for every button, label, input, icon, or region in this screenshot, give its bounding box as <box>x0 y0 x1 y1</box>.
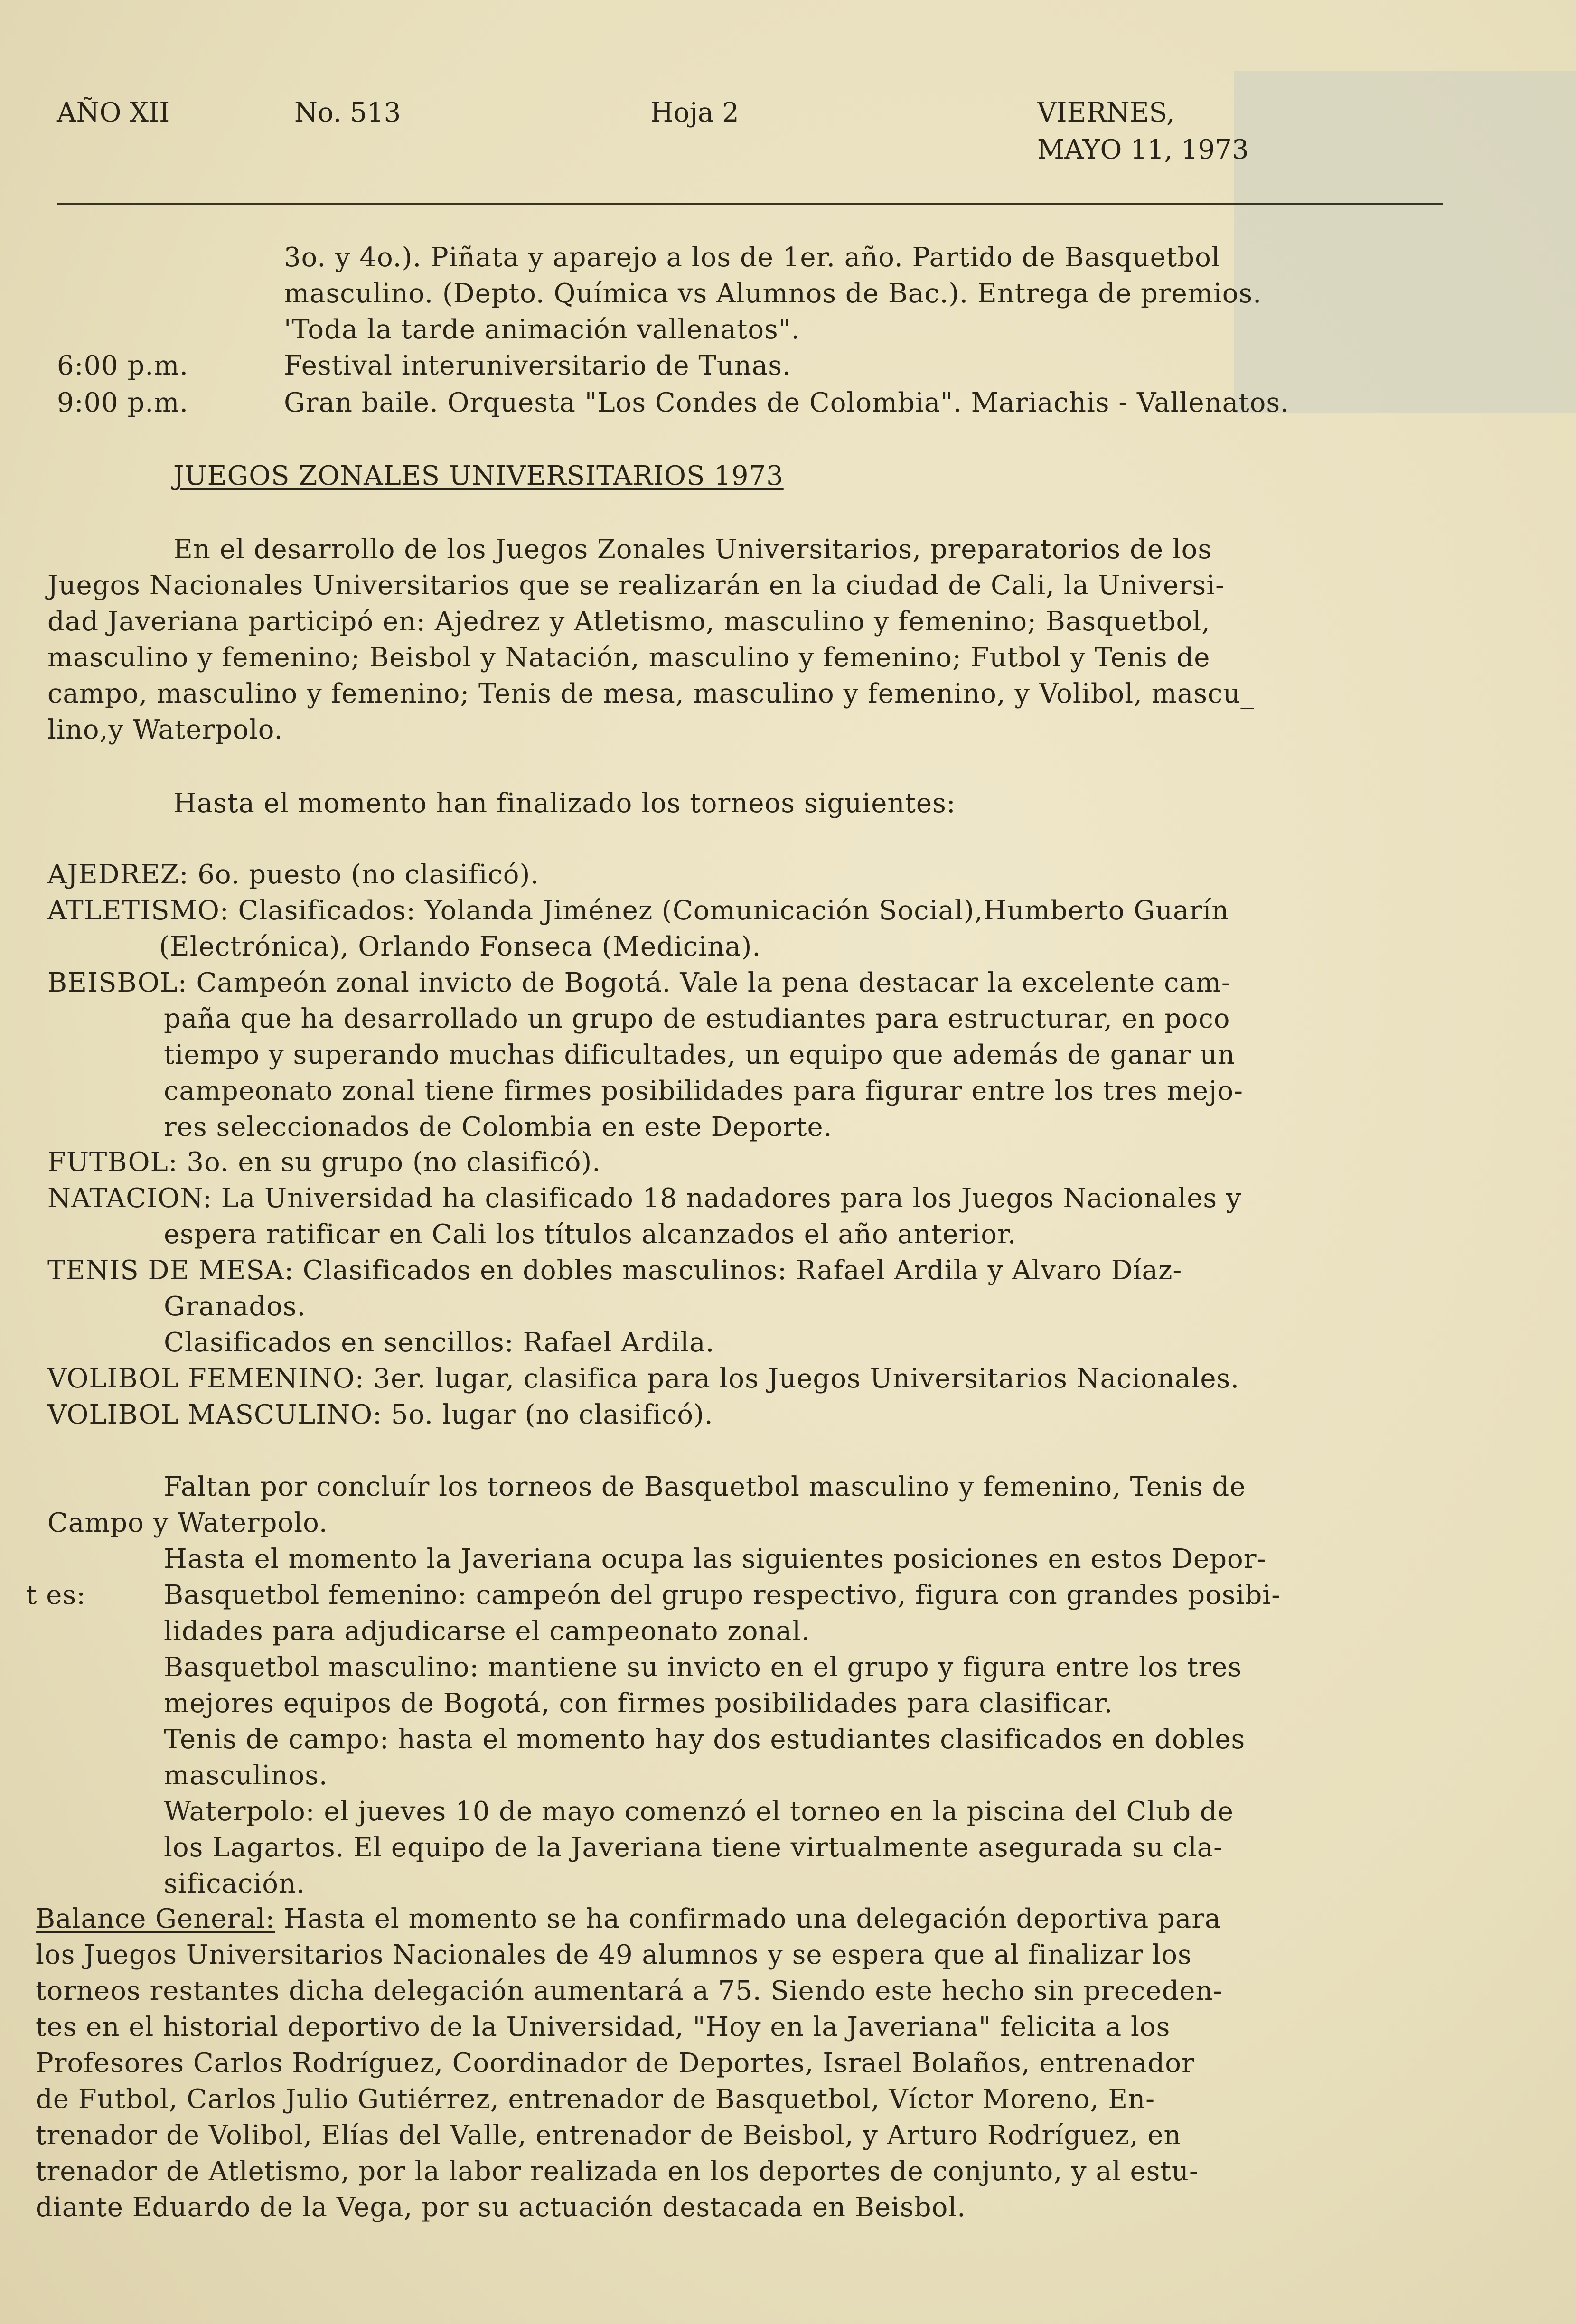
result-line: BEISBOL: Campeón zonal invicto de Bogotá. Vale la pena destacar la excelente cam- <box>47 967 1231 998</box>
balance-line: Hasta el momento se ha confirmado una delegación deportiva para <box>275 1903 1221 1934</box>
intro-line: dad Javeriana participó en: Ajedrez y Atletismo, masculino y femenino; Basquetbol, <box>47 606 1210 637</box>
program-line: Festival interuniversitario de Tunas. <box>284 350 791 381</box>
intro-line: Juegos Nacionales Universitarios que se realizarán en la ciudad de Cali, la Universi- <box>47 570 1225 601</box>
pending-line: mejores equipos de Bogotá, con firmes posibilidades para clasificar. <box>164 1688 1113 1719</box>
pending-line: t es: <box>26 1580 86 1611</box>
pending-line: masculinos. <box>164 1760 328 1791</box>
program-time: 6:00 p.m. <box>57 350 189 381</box>
pending-line: Faltan por concluír los torneos de Basquetbol masculino y femenino, Tenis de <box>164 1471 1246 1502</box>
issue-date: MAYO 11, 1973 <box>1037 134 1249 165</box>
pending-line: los Lagartos. El equipo de la Javeriana tiene virtualmente asegurada su cla- <box>164 1832 1223 1863</box>
intro-line: campo, masculino y femenino; Tenis de mesa, masculino y femenino, y Volibol, mascu_ <box>47 678 1255 709</box>
balance-line: de Futbol, Carlos Julio Gutiérrez, entrenador de Basquetbol, Víctor Moreno, En- <box>36 2084 1155 2115</box>
balance-line: los Juegos Universitarios Nacionales de 49 alumnos y se espera que al finalizar los <box>36 1940 1192 1970</box>
intro-line: En el desarrollo de los Juegos Zonales Universitarios, preparatorios de los <box>173 534 1212 565</box>
program-line: masculino. (Depto. Química vs Alumnos de Bac.). Entrega de premios. <box>284 278 1262 309</box>
result-line: campeonato zonal tiene firmes posibilidades para figurar entre los tres mejo- <box>164 1076 1243 1106</box>
result-line: FUTBOL: 3o. en su grupo (no clasificó). <box>47 1147 601 1178</box>
balance-line: diante Eduardo de la Vega, por su actuación destacada en Beisbol. <box>36 2192 966 2223</box>
balance-first-line <box>36 1901 1221 1937</box>
balance-line: Profesores Carlos Rodríguez, Coordinador de Deportes, Israel Bolaños, entrenador <box>36 2048 1195 2079</box>
program-time: 9:00 p.m. <box>57 387 189 418</box>
issue-number: No. 513 <box>294 97 401 128</box>
issue-year: AÑO XII <box>57 97 170 128</box>
program-line: 'Toda la tarde animación vallenatos". <box>284 314 800 345</box>
result-line: Granados. <box>164 1291 306 1322</box>
finished-intro: Hasta el momento han finalizado los torneos siguientes: <box>173 788 956 819</box>
result-line: AJEDREZ: 6o. puesto (no clasificó). <box>47 859 540 890</box>
issue-weekday: VIERNES, <box>1037 97 1175 128</box>
section-title-text: JUEGOS ZONALES UNIVERSITARIOS 1973 <box>173 460 784 491</box>
balance-label: Balance General: <box>36 1903 275 1934</box>
result-line: TENIS DE MESA: Clasificados en dobles masculinos: Rafael Ardila y Alvaro Díaz- <box>47 1255 1182 1286</box>
balance-line: trenador de Atletismo, por la labor realizada en los deportes de conjunto, y al estu- <box>36 2156 1199 2187</box>
pending-line: Basquetbol femenino: campeón del grupo respectivo, figura con grandes posibi- <box>164 1580 1281 1611</box>
bleed-through-block <box>1234 71 1576 413</box>
program-line: 3o. y 4o.). Piñata y aparejo a los de 1er. año. Partido de Basquetbol <box>284 242 1220 273</box>
pending-line: sificación. <box>164 1868 305 1899</box>
pending-line: Campo y Waterpolo. <box>47 1508 328 1538</box>
result-line: paña que ha desarrollado un grupo de estudiantes para estructurar, en poco <box>164 1003 1230 1034</box>
pending-line: Hasta el momento la Javeriana ocupa las siguientes posiciones en estos Depor- <box>164 1544 1266 1574</box>
result-line: (Electrónica), Orlando Fonseca (Medicina). <box>159 931 761 962</box>
result-line: ATLETISMO: Clasificados: Yolanda Jiménez (Comunicación Social),Humberto Guarín <box>47 895 1229 926</box>
section-title <box>173 458 784 494</box>
result-line: Clasificados en sencillos: Rafael Ardila. <box>164 1327 715 1358</box>
sheet-number: Hoja 2 <box>650 97 739 128</box>
header-rule <box>57 203 1443 205</box>
pending-line: lidades para adjudicarse el campeonato zonal. <box>164 1616 810 1647</box>
balance-line: torneos restantes dicha delegación aumentará a 75. Siendo este hecho sin preceden- <box>36 1976 1223 2006</box>
result-line: espera ratificar en Cali los títulos alcanzados el año anterior. <box>164 1219 1017 1250</box>
balance-line: trenador de Volibol, Elías del Valle, entrenador de Beisbol, y Arturo Rodríguez, en <box>36 2120 1182 2151</box>
pending-line: Waterpolo: el jueves 10 de mayo comenzó el torneo en la piscina del Club de <box>164 1796 1234 1827</box>
result-line: VOLIBOL FEMENINO: 3er. lugar, clasifica para los Juegos Universitarios Nacionales. <box>47 1363 1240 1394</box>
result-line: VOLIBOL MASCULINO: 5o. lugar (no clasificó). <box>47 1399 713 1430</box>
pending-line: Tenis de campo: hasta el momento hay dos estudiantes clasificados en dobles <box>164 1724 1246 1755</box>
balance-line: tes en el historial deportivo de la Universidad, "Hoy en la Javeriana" felicita a los <box>36 2012 1171 2043</box>
pending-line: Basquetbol masculino: mantiene su invicto en el grupo y figura entre los tres <box>164 1652 1242 1683</box>
program-line: Gran baile. Orquesta "Los Condes de Colombia". Mariachis - Vallenatos. <box>284 387 1289 418</box>
result-line: tiempo y superando muchas dificultades, un equipo que además de ganar un <box>164 1040 1236 1070</box>
intro-line: masculino y femenino; Beisbol y Natación, masculino y femenino; Futbol y Tenis de <box>47 642 1210 673</box>
result-line: NATACION: La Universidad ha clasificado 18 nadadores para los Juegos Nacionales y <box>47 1183 1242 1214</box>
intro-line: lino,y Waterpolo. <box>47 714 283 745</box>
result-line: res seleccionados de Colombia en este Deporte. <box>164 1112 833 1143</box>
